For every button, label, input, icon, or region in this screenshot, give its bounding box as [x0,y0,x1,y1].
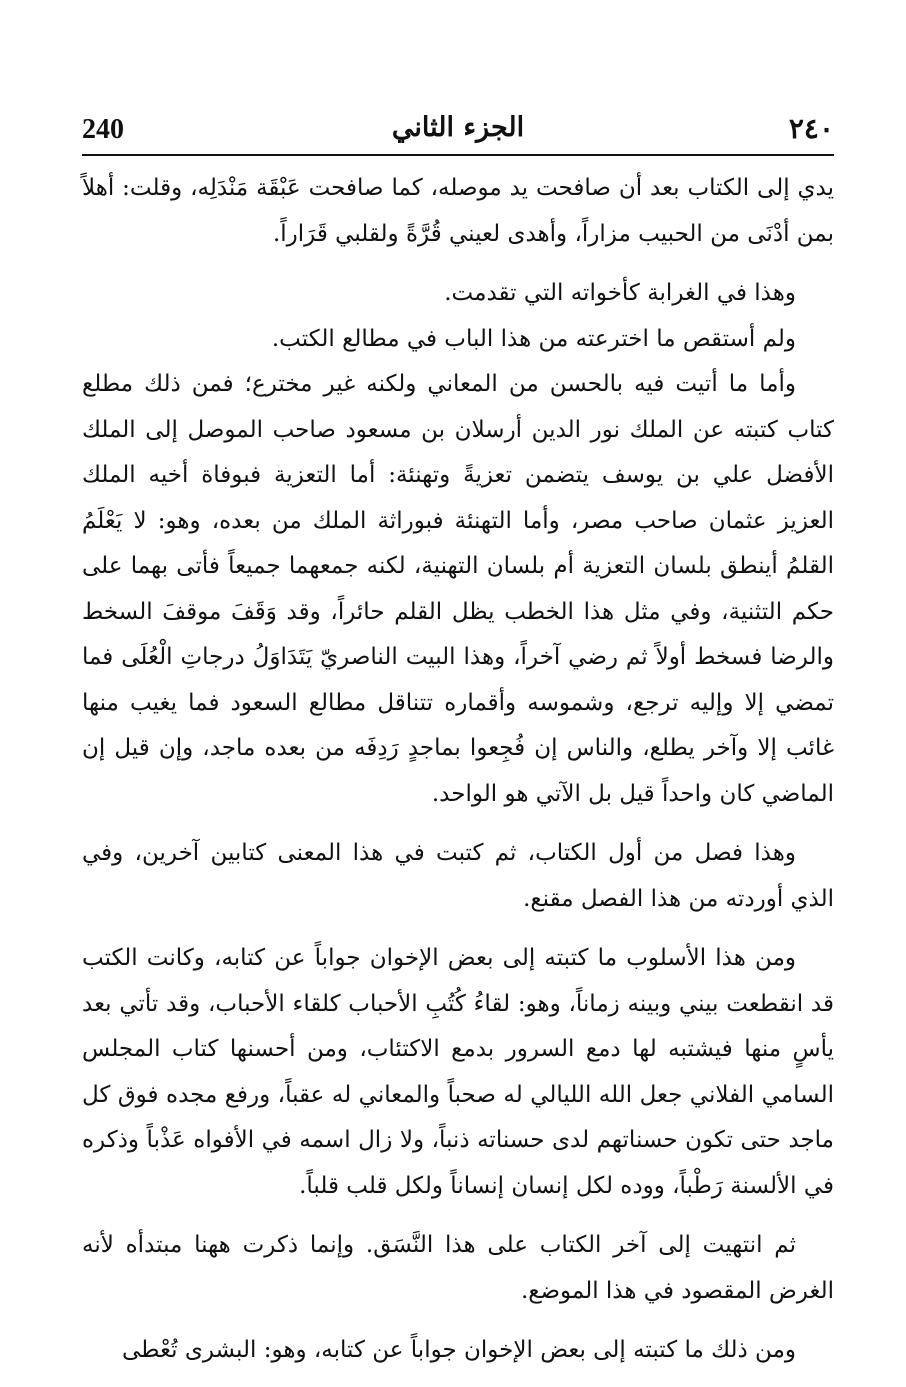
paragraph: ومن هذا الأسلوب ما كتبته إلى بعض الإخوان جواباً عن كتابه، وكانت الكتب قد انقطعت بيني وبينه زماناً، وهو: لقاءُ كُتُبِ الأحباب كلقاء الأحباب، وقد تأتي بعد يأسٍ منها فيشتبه لها دمع السرور بدمع الاكتئاب، ومن أحسنها كتاب المجلس السامي الفلاني جعل الله الليالي له صحباً والمعاني له عقباً، ورفع مجده فوق كل ماجد حتى تكون حسناتهم لدى حسناته ذنباً، ولا زال اسمه في الأفواه عَذْباً وذكره في الألسنة رَطْباً، ووده لكل إنسان إنساناً ولكل قلب قلباً. [82,945,834,1199]
page-header [82,108,834,156]
body-text [82,166,834,1374]
page-number-latin: 240 [82,114,124,145]
paragraph: ثم انتهيت إلى آخر الكتاب على هذا النَّسَق. وإنما ذكرت ههنا مبتدأه لأنه الغرض المقصود في هذا الموضع. [82,1232,834,1304]
paragraph: وأما ما أتيت فيه بالحسن من المعاني ولكنه غير مخترع؛ فمن ذلك مطلع كتاب كتبته عن الملك نور الدين أرسلان بن مسعود صاحب الموصل إلى الملك الأفضل علي بن يوسف يتضمن تعزيةً وتهنئة: أما التعزية فبوفاة أخيه الملك العزيز عثمان صاحب مصر، وأما التهنئة فبوراثة الملك من بعده، وهو: لا يَعْلَمُ القلمُ أينطق بلسان التعزية أم بلسان التهنية، لكنه جمعهما جميعاً فأتى بهما على حكم التثنية، وفي مثل هذا الخطب يظل القلم حائراً، وقد وَقَفَ موقفَ السخط والرضا فسخط أولاً ثم رضي آخراً، وهذا البيت الناصريّ يَتَدَاوَلُ درجاتِ الْعُلَى فما تمضي إلا وإليه ترجع، وشموسه وأقماره تتناقل مطالع السعود فما يغيب منها غائب إلا وآخر يطلع، والناس إن فُجِعوا بماجدٍ رَدِفَه من بعده ماجد، وإن قيل إن الماضي كان واحداً قيل بل الآتي هو الواحد. [82,371,834,807]
page-number-arabic: ٢٤٠ [788,112,834,145]
paragraph: وهذا فصل من أول الكتاب، ثم كتبت في هذا المعنى كتابين آخرين، وفي الذي أوردته من هذا الفصل مقنع. [82,840,834,912]
running-title: الجزء الثاني [391,112,525,143]
paragraph: ومن ذلك ما كتبته إلى بعض الإخوان جواباً عن كتابه، وهو: البشرى تُعْطى [122,1337,796,1363]
paragraph: وهذا في الغرابة كأخواته التي تقدمت. [444,280,796,306]
paragraph: ولم أستقص ما اخترعته من هذا الباب في مطالع الكتب. [271,325,796,352]
paragraph: يدي إلى الكتاب بعد أن صافحت يد موصله، كما صافحت عَبْقَة مَنْدَلِه، وقلت: أهلاً بمن أدْنَى من الحبيب مزاراً، وأهدى لعيني قُرَّةً ولقلبي قَرَاراً. [82,175,834,247]
